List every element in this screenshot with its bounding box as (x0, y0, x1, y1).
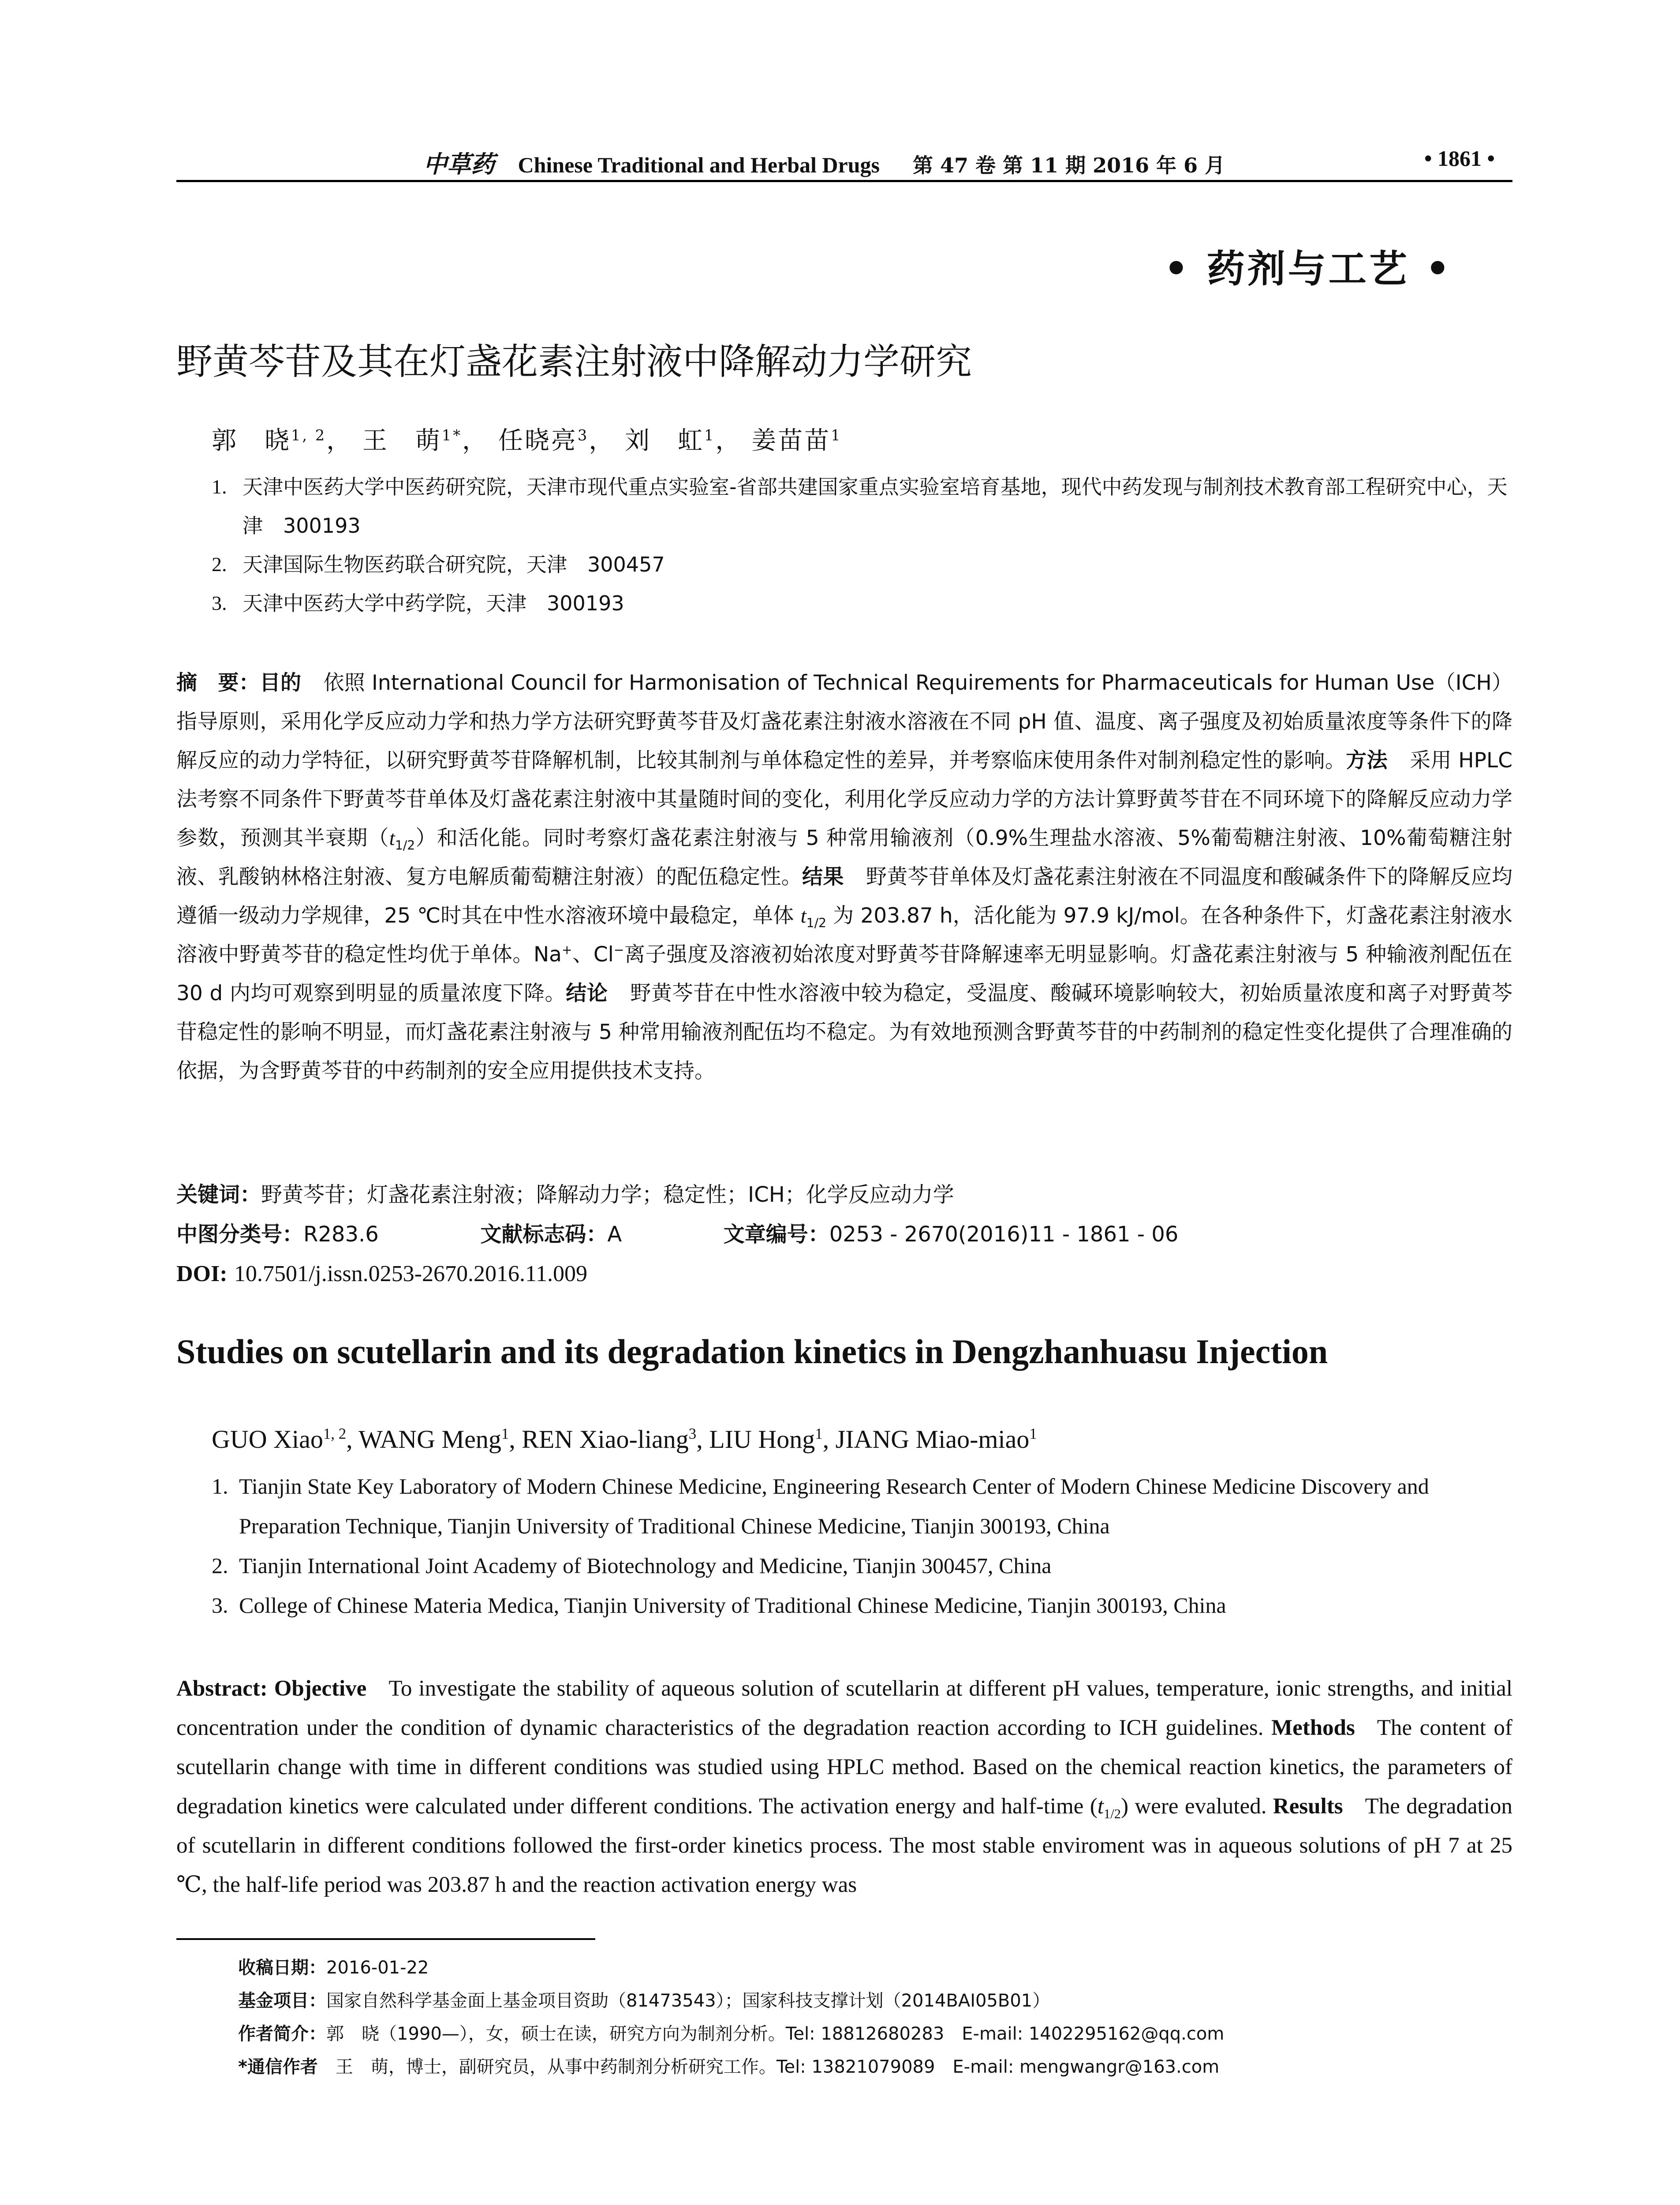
doi-value: 10.7501/j.issn.0253-2670.2016.11.009 (234, 1261, 588, 1286)
footnotes (238, 1951, 1512, 2084)
doi-line (176, 1255, 1512, 1293)
results-text-en: The degradation of scutellarin in different conditions followed the first-order kinetics process. The most stable enviroment was in aqueous solutions of pH 7 at 25 ℃, the half-life period was 203.87 h and the reaction activation energy was (176, 1794, 1513, 1897)
methods-label-cn: 方法 (1346, 748, 1388, 773)
objective-text-en: To investigate the stability of aqueous solution of scutellarin at different pH values, temperature, ionic strengths, and initial concentration under the condition of dynamic characteristics of the degradation reaction according to ICH guidelines. (176, 1676, 1513, 1740)
author-cn: 王 萌$^{1*}$， (362, 426, 489, 455)
journal-info (423, 146, 1225, 179)
affiliation-en: 1. Tianjin State Key Laboratory of Modern Chinese Medicine, Engineering Research Center of Modern Chinese Medicine Discovery and Preparation Technique, Tianjin University of Traditional Chinese Medicine, Tianjin 300193, China (212, 1474, 1429, 1538)
keywords-text: 野黄芩苷；灯盏花素注射液；降解动力学；稳定性；ICH；化学反应动力学 (261, 1182, 954, 1207)
footnote-corresponding: *通信作者 王 萌，博士，副研究员，从事中药制剂分析研究工作。Tel: 13821079089 E-mail: mengwangr@163.com (238, 2057, 1220, 2077)
doi-label: DOI: (176, 1261, 228, 1286)
affiliation-cn: 1. 天津中医药大学中医药研究院，天津市现代重点实验室-省部共建国家重点实验室培育基地，现代中药发现与制剂技术教育部工程研究中心，天津 300193 (212, 475, 1508, 538)
clc-number: R283.6 (303, 1222, 379, 1247)
objective-label-cn: 目的 (259, 671, 302, 695)
affiliation-cn: 2. 天津国际生物医药联合研究院，天津 300457 (212, 553, 665, 576)
article-number: 0253 - 2670(2016)11 - 1861 - 06 (829, 1222, 1179, 1247)
author-en: LIU Hong$^1$, (709, 1425, 836, 1454)
conclusion-text-cn: 野黄芩苷在中性水溶液中较为稳定，受温度、酸碱环境影响较大，初始质量浓度和离子对野黄芩苷稳定性的影响不明显，而灯盏花素注射液与 5 种常用输液剂配伍均不稳定。为有效地预测含野黄芩苷的中药制剂的稳定性变化提供了合理准确的依据，为含野黄芩苷的中药制剂的安全应用提供技术支持。 (176, 981, 1513, 1083)
footnote-received: 收稿日期：2016-01-22 (238, 1958, 429, 1978)
author-en: JIANG Miao-miao$^1$ (835, 1425, 1037, 1454)
affiliation-en: 2. Tianjin International Joint Academy of Biotechnology and Medicine, Tianjin 300457, China (212, 1553, 1052, 1578)
authors-cn (212, 421, 842, 456)
conclusion-label-cn: 结论 (566, 981, 608, 1005)
authors-en (212, 1424, 1037, 1454)
title-en: Studies on scutellarin and its degradation kinetics in Dengzhanhuasu Injection (176, 1332, 1328, 1371)
footnote-author: 作者简介：郭 晓（1990—），女，硕士在读，研究方向为制剂分析。Tel: 18812680283 E-mail: 1402295162@qq.com (238, 2024, 1225, 2044)
abstract-label-en: Abstract: Objective (176, 1676, 367, 1701)
results-label-cn: 结果 (802, 865, 844, 889)
keywords-label: 关键词： (176, 1182, 261, 1207)
doc-code: A (607, 1222, 622, 1247)
footnote-funding: 基金项目：国家自然科学基金面上基金项目资助（81473543）；国家科技支撑计划（2014BAI05B01） (238, 1991, 1050, 2011)
author-cn: 郭 晓$^{1, 2}$， (212, 426, 353, 455)
author-en: REN Xiao-liang$^3$, (522, 1425, 709, 1454)
classification-line: 中图分类号：R283.6 文献标志码：A 文章编号：0253 - 2670(2016)11 - 1861 - 06 (176, 1222, 1179, 1247)
affiliation-cn: 3. 天津中医药大学中药学院，天津 300193 (212, 591, 624, 615)
author-cn: 姜苗苗$^1$ (751, 426, 842, 455)
abstract-en: Abstract: Objective To investigate the stability of aqueous solution of scutellarin at different pH values, temperature, ionic strengths, and initial concentration under the condition of dynamic characteristics of the degradation reaction according to ICH guidelines. Methods The content of scutellarin change with time in different conditions was studied using HPLC method. Based on the chemical reaction kinetics, the parameters of degradation kinetics were calculated under different conditions. The activation energy and half-time $(t_{1/2})$ were evaluted. Results The degradation of scutellarin in different conditions followed the first-order kinetics process. The most stable enviroment was in aqueous solutions of pH 7 at 25 ℃, the half-life period was 203.87 h and the reaction activation energy was (176, 1676, 1513, 1897)
author-cn: 刘 虹$^1$， (625, 426, 742, 455)
journal-name-en: Chinese Traditional and Herbal Drugs (518, 153, 880, 177)
abstract-label-cn: 摘 要： (176, 671, 260, 695)
author-en: GUO Xiao$^{1, 2}$, (212, 1425, 359, 1454)
footnote-rule (176, 1938, 595, 1940)
section-label: • 药剂与工艺 • (1164, 247, 1452, 291)
methods-label-en: Methods (1271, 1715, 1355, 1740)
running-header (176, 140, 1512, 182)
author-en: WANG Meng$^1$, (358, 1425, 522, 1454)
title-cn: 野黄芩苷及其在灯盏花素注射液中降解动力学研究 (176, 341, 972, 383)
abstract-cn: 摘 要：目的 依照 International Council for Harmonisation of Technical Requirements for Pharmaceuticals for Human Use（ICH）指导原则，采用化学反应动力学和热力学方法研究野黄芩苷及灯盏花素注射液水溶液在不同 pH 值、温度、离子强度及初始质量浓度等条件下的降解反应的动力学特征，以研究野黄芩苷降解机制，比较其制剂与单体稳定性的差异，并考察临床使用条件对制剂稳定性的影响。方法 采用 HPLC 法考察不同条件下野黄芩苷单体及灯盏花素注射液中其量随时间的变化，利用化学反应动力学的方法计算野黄芩苷在不同环境下的降解反应动力学参数，预测其半衰期$(t_{1/2})$和活化能。同时考察灯盏花素注射液与 5 种常用输液剂（0.9%生理盐水溶液、5%葡萄糖注射液、10%葡萄糖注射液、乳酸钠林格注射液、复方电解质葡萄糖注射液）的配伍稳定性。结果 野黄芩苷单体及灯盏花素注射液在不同温度和酸碱条件下的降解反应均遵循一级动力学规律，25 ℃时其在中性水溶液环境中最稳定，单体 $t_{1/2}$ 为 203.87 h，活化能为 97.9 kJ/mol。在各种条件下，灯盏花素注射液水溶液中野黄芩苷的稳定性均优于单体。Na+、Cl−离子强度及溶液初始浓度对野黄芩苷降解速率无明显影响。灯盏花素注射液与 5 种输液剂配伍在 30 d 内均可观察到明显的质量浓度下降。结论 野黄芩苷在中性水溶液中较为稳定，受温度、酸碱环境影响较大，初始质量浓度和离子对野黄芩苷稳定性的影响不明显，而灯盏花素注射液与 5 种常用输液剂配伍均不稳定。为有效地预测含野黄芩苷的中药制剂的稳定性变化提供了合理准确的依据，为含野黄芩苷的中药制剂的安全应用提供技术支持。 (176, 671, 1513, 1083)
affiliations-cn (212, 467, 1512, 623)
objective-text-cn: 依照 International Council for Harmonisation of Technical Requirements for Pharmaceuticals for Human Use（ICH）指导原则，采用化学反应动力学和热力学方法研究野黄芩苷及灯盏花素注射液水溶液在不同 pH 值、温度、离子强度及初始质量浓度等条件下的降解反应的动力学特征，以研究野黄芩苷降解机制，比较其制剂与单体稳定性的差异，并考察临床使用条件对制剂稳定性的影响。 (176, 671, 1513, 773)
affiliations-en (212, 1466, 1512, 1625)
author-cn: 任晓亮$^3$， (498, 426, 616, 455)
page-number: • 1861 • (1424, 146, 1495, 171)
journal-name-cn: 中草药 (423, 150, 495, 178)
results-label-en: Results (1273, 1794, 1343, 1819)
issue-info: 第 47 卷 第 11 期 2016 年 6 月 (912, 153, 1225, 177)
affiliation-en: 3. College of Chinese Materia Medica, Tianjin University of Traditional Chinese Medicine, Tianjin 300193, China (212, 1593, 1226, 1618)
keywords (176, 1175, 1512, 1214)
